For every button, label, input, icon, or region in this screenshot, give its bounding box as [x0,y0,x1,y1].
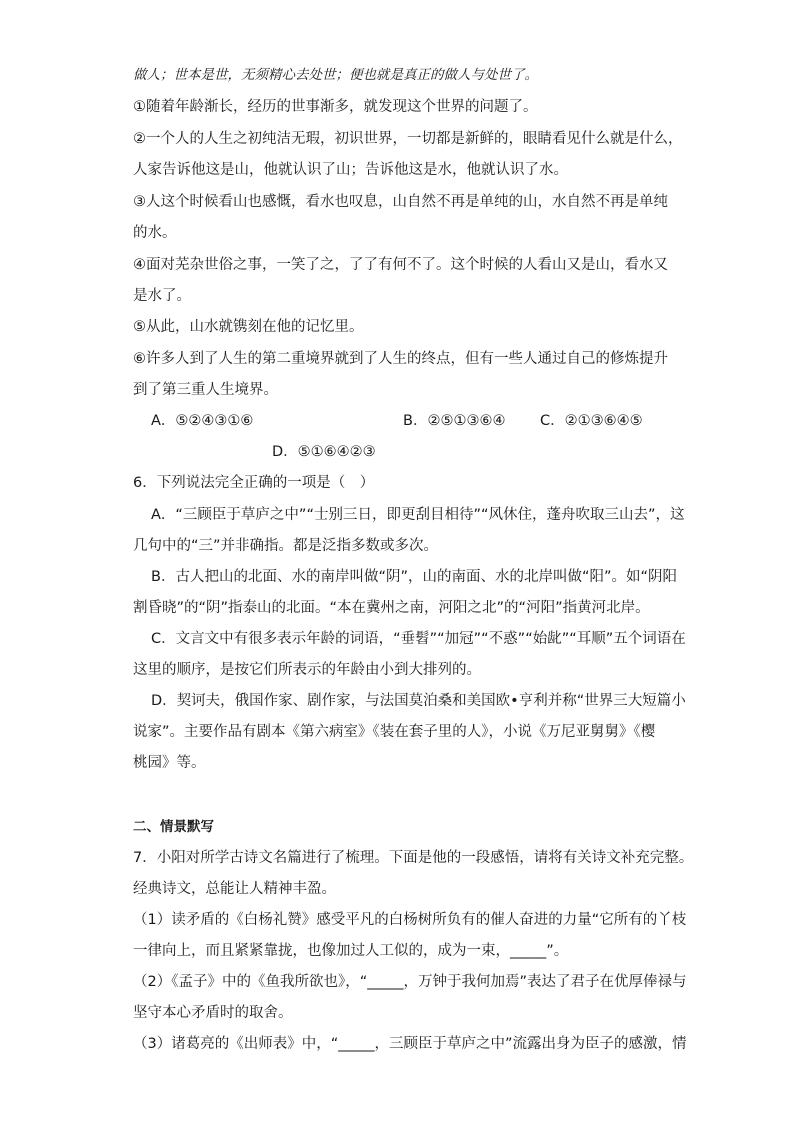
sentence-3: ③人这个时候看山也感慨，看水也叹息，山自然不再是单纯的山，水自然不再是单纯 [133,194,668,210]
q6-option-d-cont2: 桃园》等。 [133,755,206,771]
question-7-cont: 经典诗文，总能让人精神丰盈。 [133,881,336,897]
q6-option-b: B．古人把山的北面、水的南岸叫做“阴”，山的南面、水的北岸叫做“阳”。如“阴阳 [151,569,678,585]
sentence-1: ①随着年龄渐长，经历的世事渐多，就发现这个世界的问题了。 [133,99,538,115]
sentence-2-cont: 人家告诉他这是山，他就认识了山；告诉他这是水，他就认识了水。 [133,162,568,178]
q6-option-c: C．文言文中有很多表示年龄的词语，“垂髫”“加冠”“不惑”“始龀”“耳顺”五个词语在 [151,631,686,647]
sentence-6: ⑥许多人到了人生的第二重境界就到了人生的终点，但有一些人通过自己的修炼提升 [133,351,668,367]
option-a: A．⑤②④③①⑥ [151,413,254,429]
q6-option-d-cont: 说家”。主要作品有剧本《第六病室》《装在套子里的人》，小说《万尼亚舅舅》《樱 [133,724,656,740]
section-heading: 二、情景默写 [133,819,214,835]
question-7: 7．小阳对所学古诗文名篇进行了梳理。下面是他的一段感悟，请将有关诗文补充完整。 [133,850,694,866]
option-c: C．②①③⑥④⑤ [540,413,643,429]
question-6: 6．下列说法完全正确的一项是（ ） [133,475,375,491]
q6-option-a: A．“三顾臣于草庐之中”“士别三日，即更刮目相待”“风休住，蓬舟吹取三山去”，这 [151,507,685,523]
q7-item-1: （1）读矛盾的《白杨礼赞》感受平凡的白杨树所负有的催人奋进的力量“它所有的丫枝 [133,912,687,928]
sentence-4: ④面对芜杂世俗之事，一笑了之，了了有何不了。这个时候的人看山又是山，看水又 [133,257,668,273]
sentence-4-cont: 是水了。 [133,288,191,304]
sentence-2: ②一个人的人生之初纯洁无瑕，初识世界，一切都是新鲜的，眼睛看见什么就是什么， [133,131,683,147]
q7-item-3: （3）诸葛亮的《出师表》中，“_____，三顾臣于草庐之中”流露出身为臣子的感激，情 [133,1036,687,1052]
q7-item-2: （2）《孟子》中的《鱼我所欲也》，“_____，万钟于我何加焉”表达了君子在优厚俸禄与 [133,974,687,990]
q6-option-b-cont: 割昏晓”的“阴”指泰山的北面。“本在冀州之南，河阳之北”的“河阳”指黄河北岸。 [133,600,650,616]
sentence-3-cont: 的水。 [133,225,177,241]
q7-item-2-cont: 坚守本心矛盾时的取舍。 [133,1005,293,1021]
sentence-5: ⑤从此，山水就镌刻在他的记忆里。 [133,319,364,335]
sentence-6-cont: 到了第三重人生境界。 [133,382,278,398]
option-b: B．②⑤①③⑥④ [403,413,506,429]
option-d: D．⑤①⑥④②③ [272,444,376,460]
q7-item-1-cont: 一律向上，而且紧紧靠拢，也像加过人工似的，成为一束，_____”。 [133,943,569,959]
q6-option-c-cont: 这里的顺序，是按它们所表示的年龄由小到大排列的。 [133,662,481,678]
passage-line: 做人；世本是世，无须精心去处世；便也就是真正的做人与处世了。 [133,67,538,83]
q6-option-a-cont: 几句中的“三”并非确指。都是泛指多数或多次。 [133,538,439,554]
q6-option-d: D．契诃夫，俄国作家、剧作家，与法国莫泊桑和美国欧•亨利并称“世界三大短篇小 [151,693,686,709]
